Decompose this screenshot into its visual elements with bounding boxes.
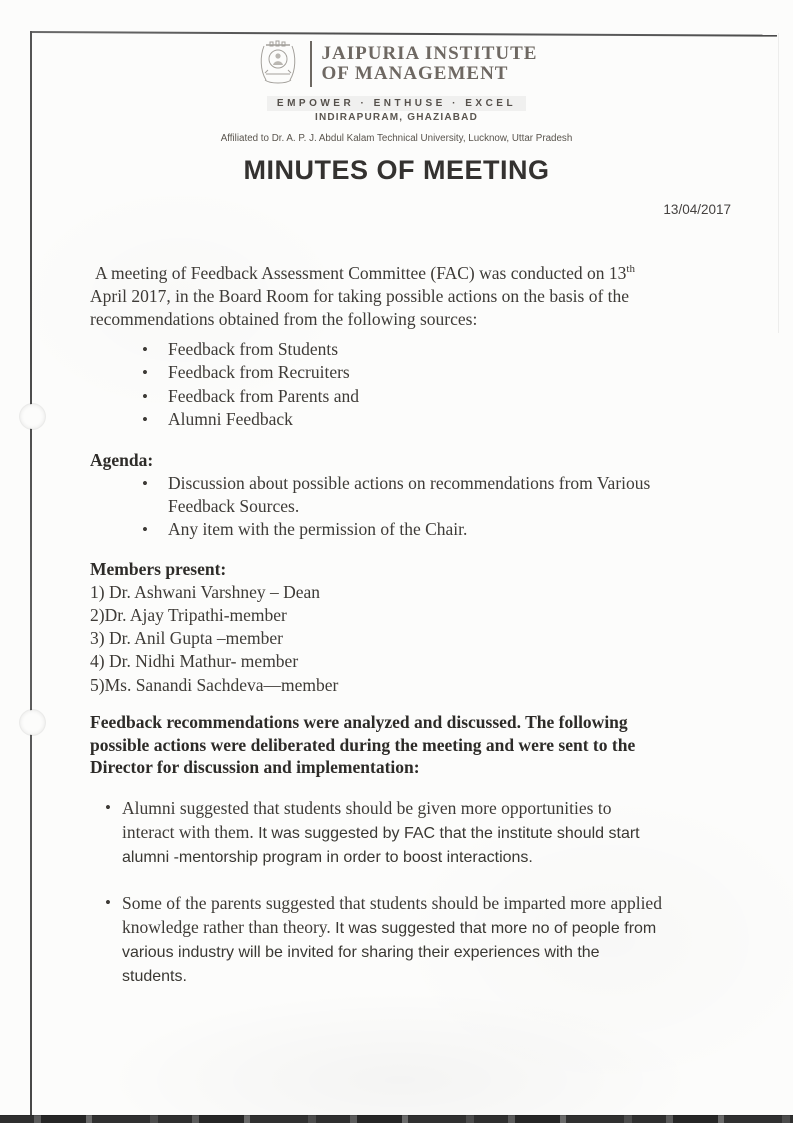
punch-hole xyxy=(20,404,45,429)
actions-heading-line3: Director for discussion and implementation: xyxy=(90,757,420,778)
list-item: • Feedback from Students xyxy=(168,338,730,361)
document-date: 13/04/2017 xyxy=(663,202,731,217)
brand-row xyxy=(0,40,793,88)
intro-paragraph xyxy=(90,262,730,331)
action1-line3: alumni -mentorship program in order to boost interactions. xyxy=(122,848,533,866)
affiliation-line: Affiliated to Dr. A. P. J. Abdul Kalam Technical University, Lucknow, Uttar Pradesh xyxy=(220,133,573,144)
action1-line1: • Alumni suggested that students should be given more opportunities to xyxy=(122,797,612,818)
scan-edge-top xyxy=(30,31,777,37)
institute-location: INDIRAPURAM, GHAZIABAD xyxy=(314,112,479,123)
member-line: 4) Dr. Nidhi Mathur- member xyxy=(90,651,299,672)
actions-heading-line1: Feedback recommendations were analyzed and discussed. The following xyxy=(90,711,628,732)
list-item xyxy=(122,891,730,989)
members-heading: Members present: xyxy=(90,558,227,579)
feedback-sources-list xyxy=(90,338,730,432)
scan-edge-bottom xyxy=(0,1115,793,1123)
page-title: MINUTES OF MEETING xyxy=(243,155,550,185)
institute-crest-icon xyxy=(256,40,300,88)
institute-tagline: EMPOWER · ENTHUSE · EXCEL xyxy=(267,96,526,111)
letterhead xyxy=(0,40,793,144)
list-item xyxy=(122,796,730,870)
intro-line3: recommendations obtained from the following sources: xyxy=(90,309,478,329)
action1-line2 xyxy=(122,820,730,846)
action2-line2-serif: knowledge rather than theory. xyxy=(122,916,331,937)
list-item: • Feedback from Parents and xyxy=(168,385,730,408)
punch-hole xyxy=(20,710,45,735)
action-items-list xyxy=(90,796,730,989)
action1-line2-serif: interact with them. xyxy=(122,821,254,842)
member-line: 5)Ms. Sanandi Sachdeva—member xyxy=(90,674,339,695)
action2-line4: students. xyxy=(122,967,187,985)
action2-line1: • Some of the parents suggested that students should be imparted more applied xyxy=(122,892,662,913)
ordinal-superscript: th xyxy=(626,263,635,276)
institute-name-line1: JAIPURIA INSTITUTE xyxy=(321,43,538,64)
member-line: 3) Dr. Anil Gupta –member xyxy=(90,628,283,649)
brand-divider xyxy=(310,41,312,87)
agenda-list xyxy=(90,472,730,542)
list-item: • Alumni Feedback xyxy=(168,408,730,431)
actions-heading xyxy=(90,711,690,779)
agenda-item1-line2: Feedback Sources. xyxy=(168,496,300,517)
list-item: • Any item with the permission of the Chair. xyxy=(168,518,730,541)
member-line: 1) Dr. Ashwani Varshney – Dean xyxy=(90,581,321,602)
intro-line1: A meeting of Feedback Assessment Committee (FAC) was conducted on 13 xyxy=(95,263,627,283)
members-list xyxy=(90,581,730,697)
action2-line2-sans: It was suggested that more no of people from xyxy=(335,919,657,937)
intro-line2: April 2017, in the Board Room for taking possible actions on the basis of the xyxy=(90,286,630,306)
list-item: • Feedback from Recruiters xyxy=(168,361,730,384)
document-body xyxy=(90,262,730,989)
institute-name xyxy=(322,44,538,84)
actions-heading-line2: possible actions were deliberated during the meeting and were sent to the xyxy=(90,734,636,755)
member-line: 2)Dr. Ajay Tripathi-member xyxy=(90,605,287,626)
list-item xyxy=(168,472,730,519)
institute-name-line2: OF MANAGEMENT xyxy=(321,63,509,84)
agenda-item1-line1: • Discussion about possible actions on recommendations from Various xyxy=(168,472,651,493)
scan-edge-left xyxy=(30,31,32,1117)
action2-line2 xyxy=(122,915,730,941)
agenda-heading: Agenda: xyxy=(90,449,154,470)
action2-line3: various industry will be invited for sharing their experiences with the xyxy=(122,943,600,961)
action1-line2-sans: It was suggested by FAC that the institute should start xyxy=(258,824,640,842)
